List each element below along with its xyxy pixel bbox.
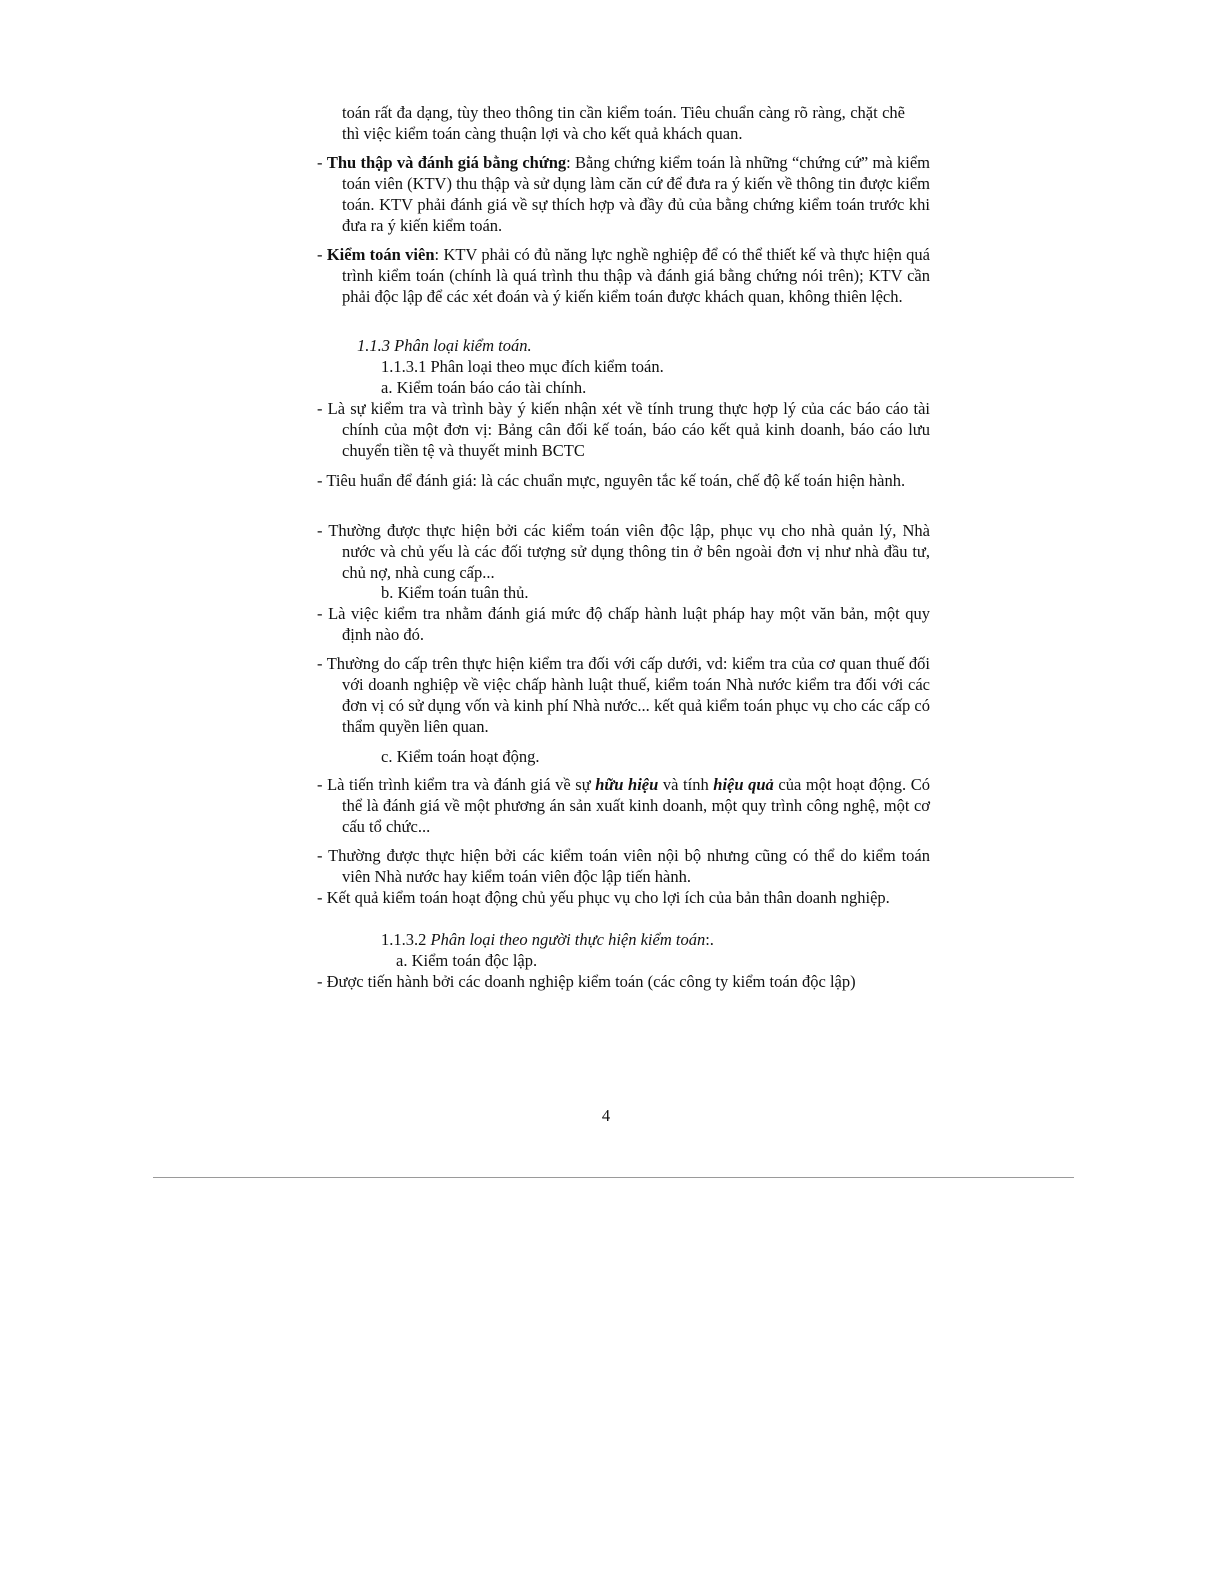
paragraph-performed-by-independent: - Thường được thực hiện bởi các kiểm toán viên độc lập, phục vụ cho nhà quản lý, Nhà nước và chủ yếu là các đối tượng sử dụng thông tin ở bên ngoài đơn vị như nhà đầu tư, chủ nợ, nhà cung cấp... — [317, 521, 930, 582]
heading-financial-audit: a. Kiểm toán báo cáo tài chính. — [381, 378, 587, 397]
paragraph-independent-performed: - Được tiến hành bởi các doanh nghiệp kiểm toán (các công ty kiểm toán độc lập) — [317, 972, 856, 991]
heading-independent-audit: a. Kiểm toán độc lập. — [396, 951, 538, 970]
term-effectiveness: hữu hiệu — [595, 775, 659, 794]
bullet-dash: - — [317, 245, 327, 264]
paragraph-auditor — [317, 244, 930, 307]
paragraph-operational-result: - Kết quả kiểm toán hoạt động chủ yếu phục vụ cho lợi ích của bản thân doanh nghiệp. — [317, 888, 890, 907]
heading-1-1-3: 1.1.3 Phân loại kiểm toán. — [357, 336, 532, 355]
paragraph-financial-audit-definition: - Là sự kiểm tra và trình bày ý kiến nhận xét về tính trung thực hợp lý của các báo cáo tài chính của một đơn vị: Bảng cân đối kế toán, báo cáo kết quả kinh doanh, báo cáo lưu chuyển tiền tệ và thuyết minh BCTC — [317, 399, 930, 460]
paragraph-evidence — [317, 152, 930, 236]
paragraph-operational-definition: - Là tiến trình kiểm tra và đánh giá về sự hữu hiệu và tính hiệu quả của một hoạt động. Có thể là đánh giá về một phương án sản xuất kinh doanh, một quy trình công nghệ, một cơ cấu tổ chức... — [317, 775, 931, 836]
page-divider — [153, 1177, 1074, 1178]
paragraph-operational-performed: - Thường được thực hiện bởi các kiểm toán viên nội bộ nhưng cũng có thể do kiểm toán viên Nhà nước hay kiểm toán viên độc lập tiến hành. — [317, 846, 930, 886]
term-auditor: Kiểm toán viên — [326, 245, 435, 264]
heading-operational-audit: c. Kiểm toán hoạt động. — [381, 747, 540, 766]
paragraph-compliance-definition: - Là việc kiểm tra nhằm đánh giá mức độ chấp hành luật pháp hay một văn bản, một quy định nào đó. — [317, 604, 930, 644]
bullet-dash: - — [317, 153, 327, 172]
heading-compliance-audit: b. Kiểm toán tuân thủ. — [381, 583, 529, 602]
term-evidence: Thu thập và đánh giá bằng chứng — [326, 153, 567, 172]
paragraph-compliance-performed: - Thường do cấp trên thực hiện kiểm tra đối với cấp dưới, vd: kiểm tra của cơ quan thuế đối với doanh nghiệp về việc chấp hành luật thuế, kiểm toán Nhà nước kiểm tra đối với các đơn vị có sử dụng vốn và kinh phí Nhà nước... kết quả kiểm toán phục vụ cho các cấp có thẩm quyền liên quan. — [317, 654, 930, 736]
paragraph-criteria-continued: toán rất đa dạng, tùy theo thông tin cần kiểm toán. Tiêu chuẩn càng rõ ràng, chặt chẽ thì việc kiểm toán càng thuận lợi và cho kết quả khách quan. — [342, 103, 905, 143]
term-efficiency: hiệu quả — [713, 775, 774, 794]
page-number: 4 — [601, 1106, 611, 1125]
paragraph-evidence-text: : Bằng chứng kiểm toán là những “chứng cứ” mà kiểm toán viên (KTV) thu thập và sử dụng làm căn cứ để đưa ra ý kiến về thông tin được kiểm toán. KTV phải đánh giá về sự thích hợp và đầy đủ của bằng chứng kiểm toán trước khi đưa ra ý kiến kiểm toán. — [342, 153, 930, 235]
paragraph-evaluation-criteria: - Tiêu huẩn để đánh giá: là các chuẩn mực, nguyên tắc kế toán, chế độ kế toán hiện hành. — [317, 471, 906, 490]
paragraph-auditor-text: : KTV phải có đủ năng lực nghề nghiệp để có thể thiết kế và thực hiện quá trình kiểm toán (chính là quá trình thu thập và đánh giá bằng chứng nói trên); KTV cần phải độc lập để các xét đoán và ý kiến kiểm toán được khách quan, không thiên lệch. — [342, 245, 930, 306]
heading-1-1-3-2: 1.1.3.2 Phân loại theo người thực hiện kiểm toán:. — [381, 930, 714, 949]
heading-1-1-3-1: 1.1.3.1 Phân loại theo mục đích kiểm toán. — [381, 357, 664, 376]
